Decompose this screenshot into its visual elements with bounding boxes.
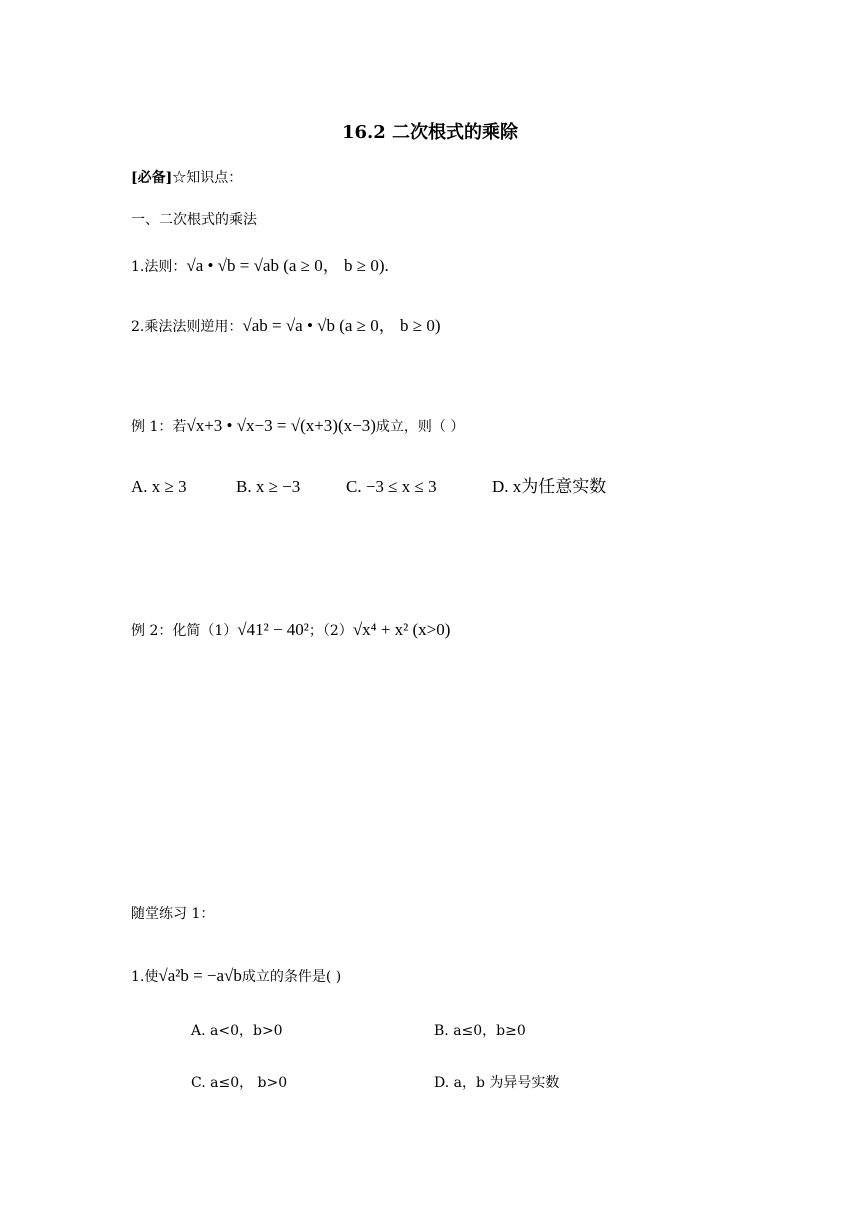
page-title: 16.2 二次根式的乘除 — [341, 122, 519, 143]
practice-q1-suffix: 成立的条件是( ) — [241, 969, 342, 985]
example-1-option-a: A. x ≥ 3 — [131, 477, 187, 496]
example-2-prefix: 例 2：化简（1） — [131, 623, 238, 639]
example-1-suffix: 成立，则（ ） — [375, 419, 465, 435]
example-1-prefix: 例 1：若 — [131, 419, 187, 435]
practice-option-a: A. a<0，b>0 — [191, 1023, 283, 1039]
practice-option-d: D. a，b 为异号实数 — [434, 1075, 560, 1091]
section-bracket: [必备] — [131, 170, 173, 186]
practice-q1-formula: √a²b = −a√b — [158, 966, 242, 985]
example-2-part-1: √41² − 40² — [237, 620, 309, 639]
example-1-option-b: B. x ≥ −3 — [236, 477, 301, 496]
practice-question-1 — [131, 966, 341, 987]
practice-q1-prefix: 1.使 — [131, 969, 159, 985]
example-1-option-c: C. −3 ≤ x ≤ 3 — [346, 477, 437, 496]
section-heading — [131, 168, 242, 188]
rule-2-formula: √ab = √a • √b (a ≥ 0， b ≥ 0) — [242, 316, 441, 335]
section-label: ☆知识点： — [172, 170, 243, 186]
example-1-formula: √x+3 • √x−3 = √(x+3)(x−3) — [186, 416, 376, 435]
rule-1-prefix: 1.法则： — [131, 259, 187, 275]
practice-option-c: C. a≤0， b>0 — [191, 1075, 288, 1091]
example-2-mid: ；（2） — [308, 623, 353, 639]
practice-heading: 随堂练习 1： — [131, 906, 215, 922]
example-1-option-d: D. x为任意实数 — [492, 477, 607, 496]
rule-2 — [131, 316, 441, 337]
example-2 — [131, 620, 450, 641]
example-2-part-2: √x⁴ + x² (x>0) — [352, 620, 451, 639]
rule-2-prefix: 2.乘法法则逆用： — [131, 319, 243, 335]
rule-1-formula: √a • √b = √ab (a ≥ 0， b ≥ 0). — [186, 256, 389, 275]
example-1 — [131, 416, 464, 437]
rule-1 — [131, 256, 389, 277]
subheading: 一、二次根式的乘法 — [131, 212, 257, 228]
practice-option-b: B. a≤0，b≥0 — [434, 1023, 526, 1039]
